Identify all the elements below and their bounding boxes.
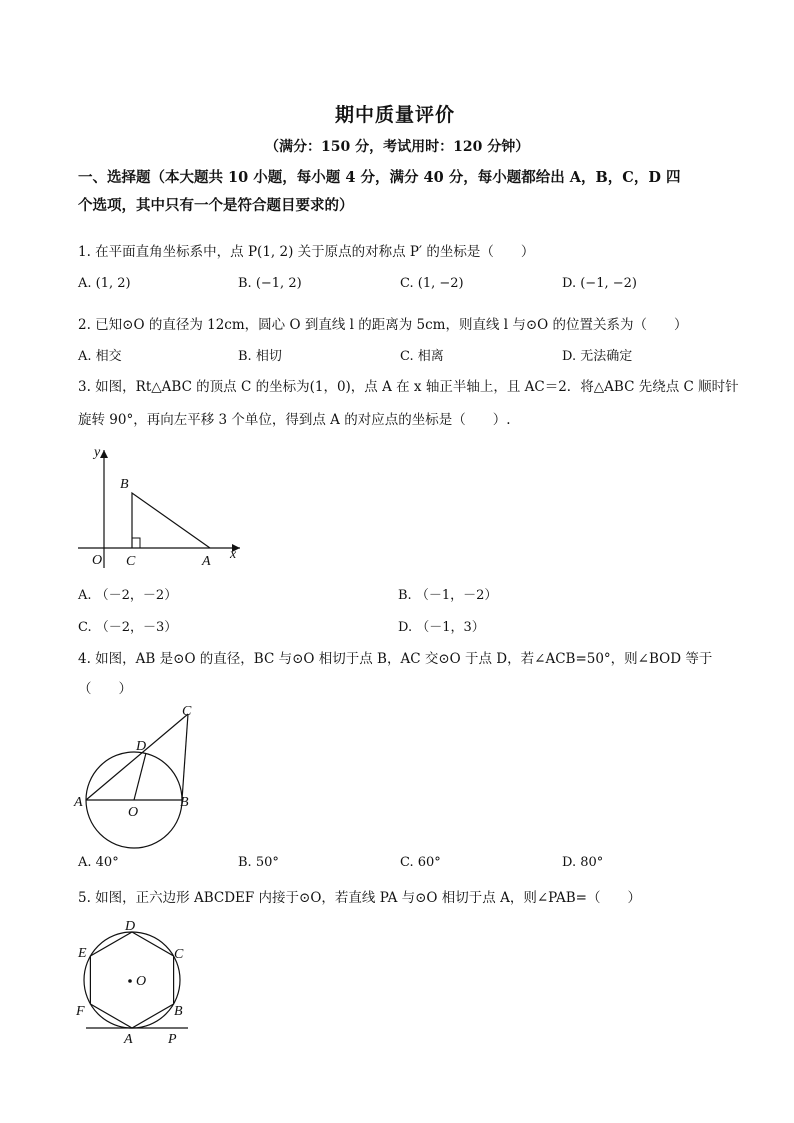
q3-label-y: y bbox=[94, 445, 101, 460]
q5-label-p: P bbox=[168, 1032, 177, 1047]
question-2: 2. 已知⊙O 的直径为 12cm，圆心 O 到直线 l 的距离为 5cm，则直线 l 与⊙O 的位置关系为（ ） bbox=[78, 317, 688, 333]
q3-option-c: C. （－2，－3） bbox=[78, 620, 178, 635]
q3-triangle-figure bbox=[70, 438, 250, 573]
q1-option-d: D. (−1, −2) bbox=[562, 276, 637, 291]
q5-hexagon-figure bbox=[70, 912, 200, 1047]
q5-label-a: A bbox=[124, 1032, 133, 1047]
q4-circle-figure bbox=[70, 700, 210, 850]
q2-option-d: D. 无法确定 bbox=[562, 349, 633, 364]
page-title: 期中质量评价 bbox=[335, 104, 456, 126]
q3-option-b: B. （－1，－2） bbox=[398, 588, 498, 603]
q4-option-c: C. 60° bbox=[400, 855, 441, 870]
q4-label-o: O bbox=[128, 805, 139, 820]
q5-label-o: O bbox=[136, 974, 147, 989]
q5-label-f: F bbox=[76, 1004, 85, 1019]
q3-option-d: D. （－1，3） bbox=[398, 620, 485, 635]
q3-y-arrow bbox=[100, 450, 108, 458]
q5-hexagon bbox=[90, 932, 173, 1028]
section-header-line1: 一、选择题（本大题共 10 小题，每小题 4 分，满分 40 分，每小题都给出 A，B，C，D 四 bbox=[78, 169, 681, 186]
question-1: 1. 在平面直角坐标系中，点 P(1, 2) 关于原点的对称点 P′ 的坐标是（ ） bbox=[78, 244, 535, 260]
q3-triangle bbox=[132, 493, 210, 548]
q5-center-dot bbox=[128, 979, 132, 983]
q5-label-c: C bbox=[174, 947, 184, 962]
q2-option-c: C. 相离 bbox=[400, 349, 444, 364]
q5-label-d: D bbox=[125, 919, 136, 934]
q1-option-a: A. (1, 2) bbox=[78, 276, 131, 291]
q1-option-c: C. (1, −2) bbox=[400, 276, 464, 291]
q4-label-b: B bbox=[180, 795, 189, 810]
q2-option-b: B. 相切 bbox=[238, 349, 282, 364]
q5-label-e: E bbox=[78, 946, 87, 961]
q4-option-a: A. 40° bbox=[78, 855, 119, 870]
question-5: 5. 如图，正六边形 ABCDEF 内接于⊙O，若直线 PA 与⊙O 相切于点 A，则∠PAB=（ ） bbox=[78, 890, 641, 906]
q3-label-x: x bbox=[230, 547, 237, 562]
q3-option-a: A. （－2，－2） bbox=[78, 588, 178, 603]
q4-line-bc bbox=[182, 714, 188, 800]
q4-option-d: D. 80° bbox=[562, 855, 604, 870]
q4-label-a: A bbox=[74, 795, 83, 810]
q3-label-o: O bbox=[92, 553, 103, 568]
exam-subtitle: （满分：150 分，考试用时：120 分钟） bbox=[265, 139, 530, 155]
q4-label-c: C bbox=[182, 704, 192, 719]
q2-option-a: A. 相交 bbox=[78, 349, 122, 364]
q4-label-d: D bbox=[136, 739, 147, 754]
q5-circle bbox=[84, 932, 180, 1028]
question-3-line1: 3. 如图，Rt△ABC 的顶点 C 的坐标为(1，0)，点 A 在 x 轴正半轴上，且 AC＝2．将△ABC 先绕点 C 顺时针 bbox=[78, 379, 739, 395]
q3-right-angle-mark bbox=[132, 538, 140, 548]
q5-label-b: B bbox=[174, 1004, 183, 1019]
q3-label-b: B bbox=[120, 477, 129, 492]
q3-label-a: A bbox=[202, 554, 211, 569]
section-header-line2: 个选项，其中只有一个是符合题目要求的） bbox=[78, 197, 354, 214]
q1-option-b: B. (−1, 2) bbox=[238, 276, 302, 291]
q4-line-od bbox=[134, 753, 146, 800]
question-4-line1: 4. 如图，AB 是⊙O 的直径，BC 与⊙O 相切于点 B，AC 交⊙O 于点 D，若∠ACB=50°，则∠BOD 等于 bbox=[78, 651, 713, 667]
q4-option-b: B. 50° bbox=[238, 855, 279, 870]
question-3-line2: 旋转 90°，再向左平移 3 个单位，得到点 A 的对应点的坐标是（ ）. bbox=[78, 412, 511, 428]
question-4-line2: （ ） bbox=[78, 681, 132, 697]
q3-label-c: C bbox=[126, 554, 136, 569]
